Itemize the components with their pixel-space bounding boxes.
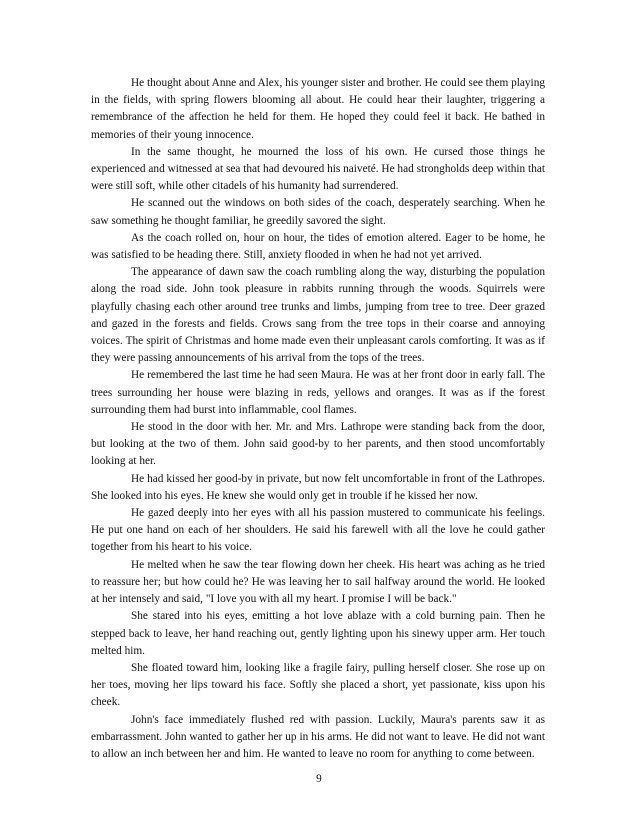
paragraph: He thought about Anne and Alex, his younger sister and brother. He could see them playing in the fields, with spring flowers blooming all about. He could hear their laughter, triggering a remembrance of the affection he held for them. He hoped they could feel it back. He bathed in memories of their young innocence.: [91, 77, 545, 141]
paragraph: He remembered the last time he had seen Maura. He was at her front door in early fall. The trees surrounding her house were blazing in reds, yellows and oranges. It was as if the forest surrounding them had burst into inflammable, cool flames.: [91, 369, 545, 416]
paragraph: In the same thought, he mourned the loss of his own. He cursed those things he experienced and witnessed at sea that had devoured his naiveté. He had strongholds deep within that were still soft, while other citadels of his humanity had surrendered.: [91, 145, 545, 193]
paragraph: The appearance of dawn saw the coach rumbling along the way, disturbing the population along the road side. John took pleasure in rabbits running through the woods. Squirrels were playfully chasing each other around tree trunks and limbs, jumping from tree to tree. Deer grazed and gazed in the forests and fields. Crows sang from the tree tops in their coarse and annoying voices. The spirit of Christmas and home made even their unpleasant carols comforting. It was as if they were passing announcements of his arrival from the tops of the trees.: [91, 266, 545, 365]
paragraph: She floated toward him, looking like a fragile fairy, pulling herself closer. She rose up on her toes, moving her lips toward his face. Softly she placed a short, yet passionate, kiss upon his cheek.: [91, 661, 545, 709]
paragraph: As the coach rolled on, hour on hour, the tides of emotion altered. Eager to be home, he was satisfied to be heading there. Still, anxiety flooded in when he had not yet arrived.: [91, 231, 545, 262]
body-text: [91, 75, 545, 763]
paragraph: He melted when he saw the tear flowing down her cheek. His heart was aching as he tried to reassure her; but how could he? He was leaving her to sail halfway around the world. He looked at her intensely and said, "I love you with all my heart. I promise I will be back.": [91, 558, 545, 606]
paragraph: She stared into his eyes, emitting a hot love ablaze with a cold burning pain. Then he stepped back to leave, her hand reaching out, gently lighting upon his sinewy upper arm. Her touch melted him.: [91, 610, 545, 657]
paragraph: He scanned out the windows on both sides of the coach, desperately searching. When he saw something he thought familiar, he greedily savored the sight.: [91, 197, 545, 227]
paragraph: John's face immediately flushed red with passion. Luckily, Maura's parents saw it as embarrassment. John wanted to gather her up in his arms. He did not want to leave. He did not want to allow an inch between her and him. He wanted to leave no room for anything to come between.: [91, 713, 545, 760]
paragraph: He stood in the door with her. Mr. and Mrs. Lathrope were standing back from the door, but looking at the two of them. John said good-by to her parents, and then stood uncomfortably looking at her.: [91, 421, 545, 468]
paragraph: He had kissed her good-by in private, but now felt uncomfortable in front of the Lathropes. She looked into his eyes. He knew she would only get in trouble if he kissed her now.: [91, 472, 545, 502]
paragraph: He gazed deeply into her eyes with all his passion mustered to communicate his feelings. He put one hand on each of her shoulders. He said his farewell with all the love he could gather together from his heart to his voice.: [91, 507, 545, 554]
page-number: 9: [316, 773, 322, 785]
